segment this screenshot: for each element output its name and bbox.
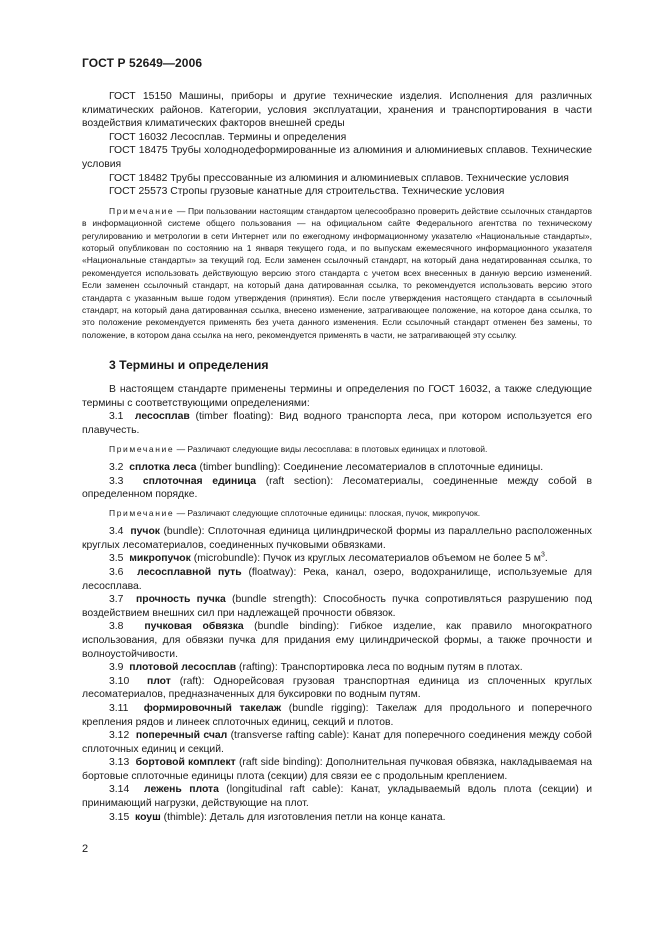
term-definition: (bundle strength): Способность пучка сопротивляться разрушению под воздействием внешних сил при надлежащей прочности обвязок.: [82, 594, 592, 619]
term-definition: (bundle): Сплоточная единица цилиндрической формы из параллельно расположенных круглых лесоматериалов, соединенных пучковыми обвязками.: [82, 526, 592, 551]
note-label: Примечание: [109, 205, 175, 216]
term-3-2: [82, 461, 592, 475]
term-definition: (floatway): Река, канал, озеро, водохранилище, используемые для лесосплава.: [82, 566, 592, 592]
term-3-8: [82, 620, 592, 661]
term-definition: (rafting): Транспортировка леса по водным путям в плотах.: [236, 662, 523, 674]
term-name: прочность пучка: [135, 594, 226, 606]
term-3-14: [82, 783, 592, 810]
term-definition: (longitudinal raft cable): Канат, укладываемый вдоль плота (секции) и принимающий нагрузки, действующие на плот.: [82, 784, 592, 810]
term-definition: (thimble): Деталь для изготовления петли на конце каната.: [160, 811, 446, 823]
term-name: лежень плота: [144, 784, 219, 796]
reference-gost-25573: ГОСТ 25573 Стропы грузовые канатные для строительства. Технические условия: [109, 186, 505, 198]
note-label: Примечание: [109, 507, 175, 518]
term-number: 3.7: [109, 594, 124, 606]
term-name: лесосплав: [134, 411, 190, 423]
reference-gost-18475: ГОСТ 18475 Трубы холоднодеформированные из алюминия и алюминиевых сплавов. Технические условия: [82, 145, 592, 170]
note-text: — Различают следующие сплоточные единицы: плоская, пучок, микропучок.: [174, 507, 481, 518]
term-name: микропучок: [129, 553, 191, 565]
term-3-1-note: [82, 443, 592, 455]
term-3-4: [82, 525, 592, 552]
term-name: сплотка леса: [129, 462, 197, 473]
term-definition: (transverse rafting cable): Канат для поперечного соединения между собой сплоточных единиц и секций.: [82, 730, 592, 755]
term-definition: (raft section): Лесоматериалы, соединенные между собой в определенном порядке.: [82, 475, 592, 501]
term-name: поперечный счал: [135, 730, 228, 742]
note-label: Примечание: [109, 443, 175, 454]
term-number: 3.12: [109, 730, 130, 742]
term-name: бортовой комплект: [135, 757, 236, 769]
term-name: формировочный такелаж: [143, 702, 282, 714]
term-name: плотовой лесосплав: [129, 662, 237, 674]
term-3-7: [82, 593, 592, 620]
reference-gost-16032: ГОСТ 16032 Лесосплав. Термины и определения: [109, 131, 347, 143]
term-name: пучок: [130, 526, 160, 538]
term-number: 3.15: [109, 811, 130, 823]
section-intro: В настоящем стандарте применены термины и определения по ГОСТ 16032, а также следующие термины с соответствующими определениями:: [82, 384, 592, 409]
term-number: 3.14: [109, 784, 130, 796]
term-3-6: [82, 566, 592, 593]
reference-gost-15150: ГОСТ 15150 Машины, приборы и другие технические изделия. Исполнения для различных климатических районов. Категории, условия эксплуатации, хранения и транспортирования в части воздействия климатических факторов внешней среды: [82, 91, 592, 130]
note-text: — При пользовании настоящим стандартом целесообразно проверить действие ссылочных стандартов в информационной системе общего пользования — на официальном сайте Федерального агентства по техническому регулированию и метрологии в сети Интернет или по ежегодному информационному указателю «Национальные стандарты», который опубликован по состоянию на 1 января текущего года, и по выпускам ежемесячного информационного указателя «Национальные стандарты» за текущий год. Если заменен ссылочный стандарт, на который дана недатированная ссылка, то рекомендуется использовать действующую версию этого стандарта с учетом всех внесенных в данную версию изменений. Если заменен ссылочный стандарт, на который дана датированная ссылка, то рекомендуется использовать версию этого стандарта с указанным выше годом утверждения (принятия). Если после утверждения настоящего стандарта в ссылочный стандарт, на который дана датированная ссылка, внесено изменение, затрагивающее положение, на которое дана ссылка, то это положение рекомендуется применять без учета данного изменения. Если ссылочный стандарт отменен без замены, то положение, в котором дана ссылка на него, рекомендуется применять в части, не затрагивающей эту ссылку.: [82, 205, 592, 340]
term-number: 3.8: [109, 621, 124, 633]
term-3-12: [82, 729, 592, 756]
term-name: лесосплавной путь: [137, 566, 242, 578]
references-note: [82, 205, 592, 341]
document-header: ГОСТ Р 52649—2006: [82, 56, 203, 70]
term-definition: (microbundle): Пучок из круглых лесоматериалов объемом не более 5 м: [190, 553, 541, 565]
superscript-3: 3: [540, 551, 545, 559]
note-text: — Различают следующие виды лесосплава: в плотовых единицах и плотовой.: [174, 443, 488, 454]
term-name: коуш: [135, 811, 161, 823]
term-name: сплоточная единица: [142, 475, 257, 487]
term-definition: (raft side binding): Дополнительная пучковая обвязка, накладываемая на бортовые сплоточные единицы плота (секции) для связи ее с продольным креплением.: [82, 757, 592, 782]
term-definition: (bundle binding): Гибкое изделие, как правило многократного использования, для обвязки пучка для придания ему цилиндрической формы, а также прочности и волноустойчивости.: [82, 621, 592, 660]
term-number: 3.13: [109, 757, 130, 769]
reference-gost-18482: ГОСТ 18482 Трубы прессованные из алюминия и алюминиевых сплавов. Технические условия: [109, 172, 569, 184]
term-name: плот: [146, 675, 171, 687]
term-number: 3.5: [109, 553, 124, 565]
term-3-15: [82, 811, 592, 825]
term-definition: (timber floating): Вид водного транспорта леса, при котором используется его плавучесть.: [82, 411, 592, 436]
term-number: 3.9: [109, 662, 124, 674]
term-number: 3.3: [109, 475, 124, 487]
term-3-5: [82, 552, 592, 566]
term-number: 3.11: [109, 702, 129, 714]
term-definition: (timber bundling): Соединение лесоматериалов в сплоточные единицы.: [196, 462, 544, 473]
term-name: пучковая обвязка: [144, 621, 244, 633]
term-3-13: [82, 756, 592, 783]
term-3-10: [82, 675, 592, 702]
term-number: 3.10: [109, 675, 130, 687]
term-definition: (bundle rigging): Такелаж для продольного и поперечного крепления рядов и линеек сплоточных единиц, секций и плотов.: [82, 702, 592, 728]
term-3-9: [82, 661, 592, 675]
section-title: 3 Термины и определения: [109, 358, 269, 373]
term-3-11: [82, 702, 592, 729]
page-number: 2: [82, 843, 89, 855]
term-3-3-note: [82, 507, 592, 519]
term-3-3: [82, 475, 592, 502]
term-definition-tail: .: [544, 553, 548, 565]
term-definition: (raft): Однорейсовая грузовая транспортная единица из сплоченных круглых лесоматериалов, предназначенных для буксировки по водным путям.: [82, 675, 592, 701]
term-3-1: [82, 410, 592, 437]
term-number: 3.6: [109, 566, 124, 578]
term-number: 3.4: [109, 526, 124, 538]
document-body: [82, 90, 592, 824]
term-number: 3.1: [109, 411, 124, 423]
term-number: 3.2: [109, 462, 124, 473]
